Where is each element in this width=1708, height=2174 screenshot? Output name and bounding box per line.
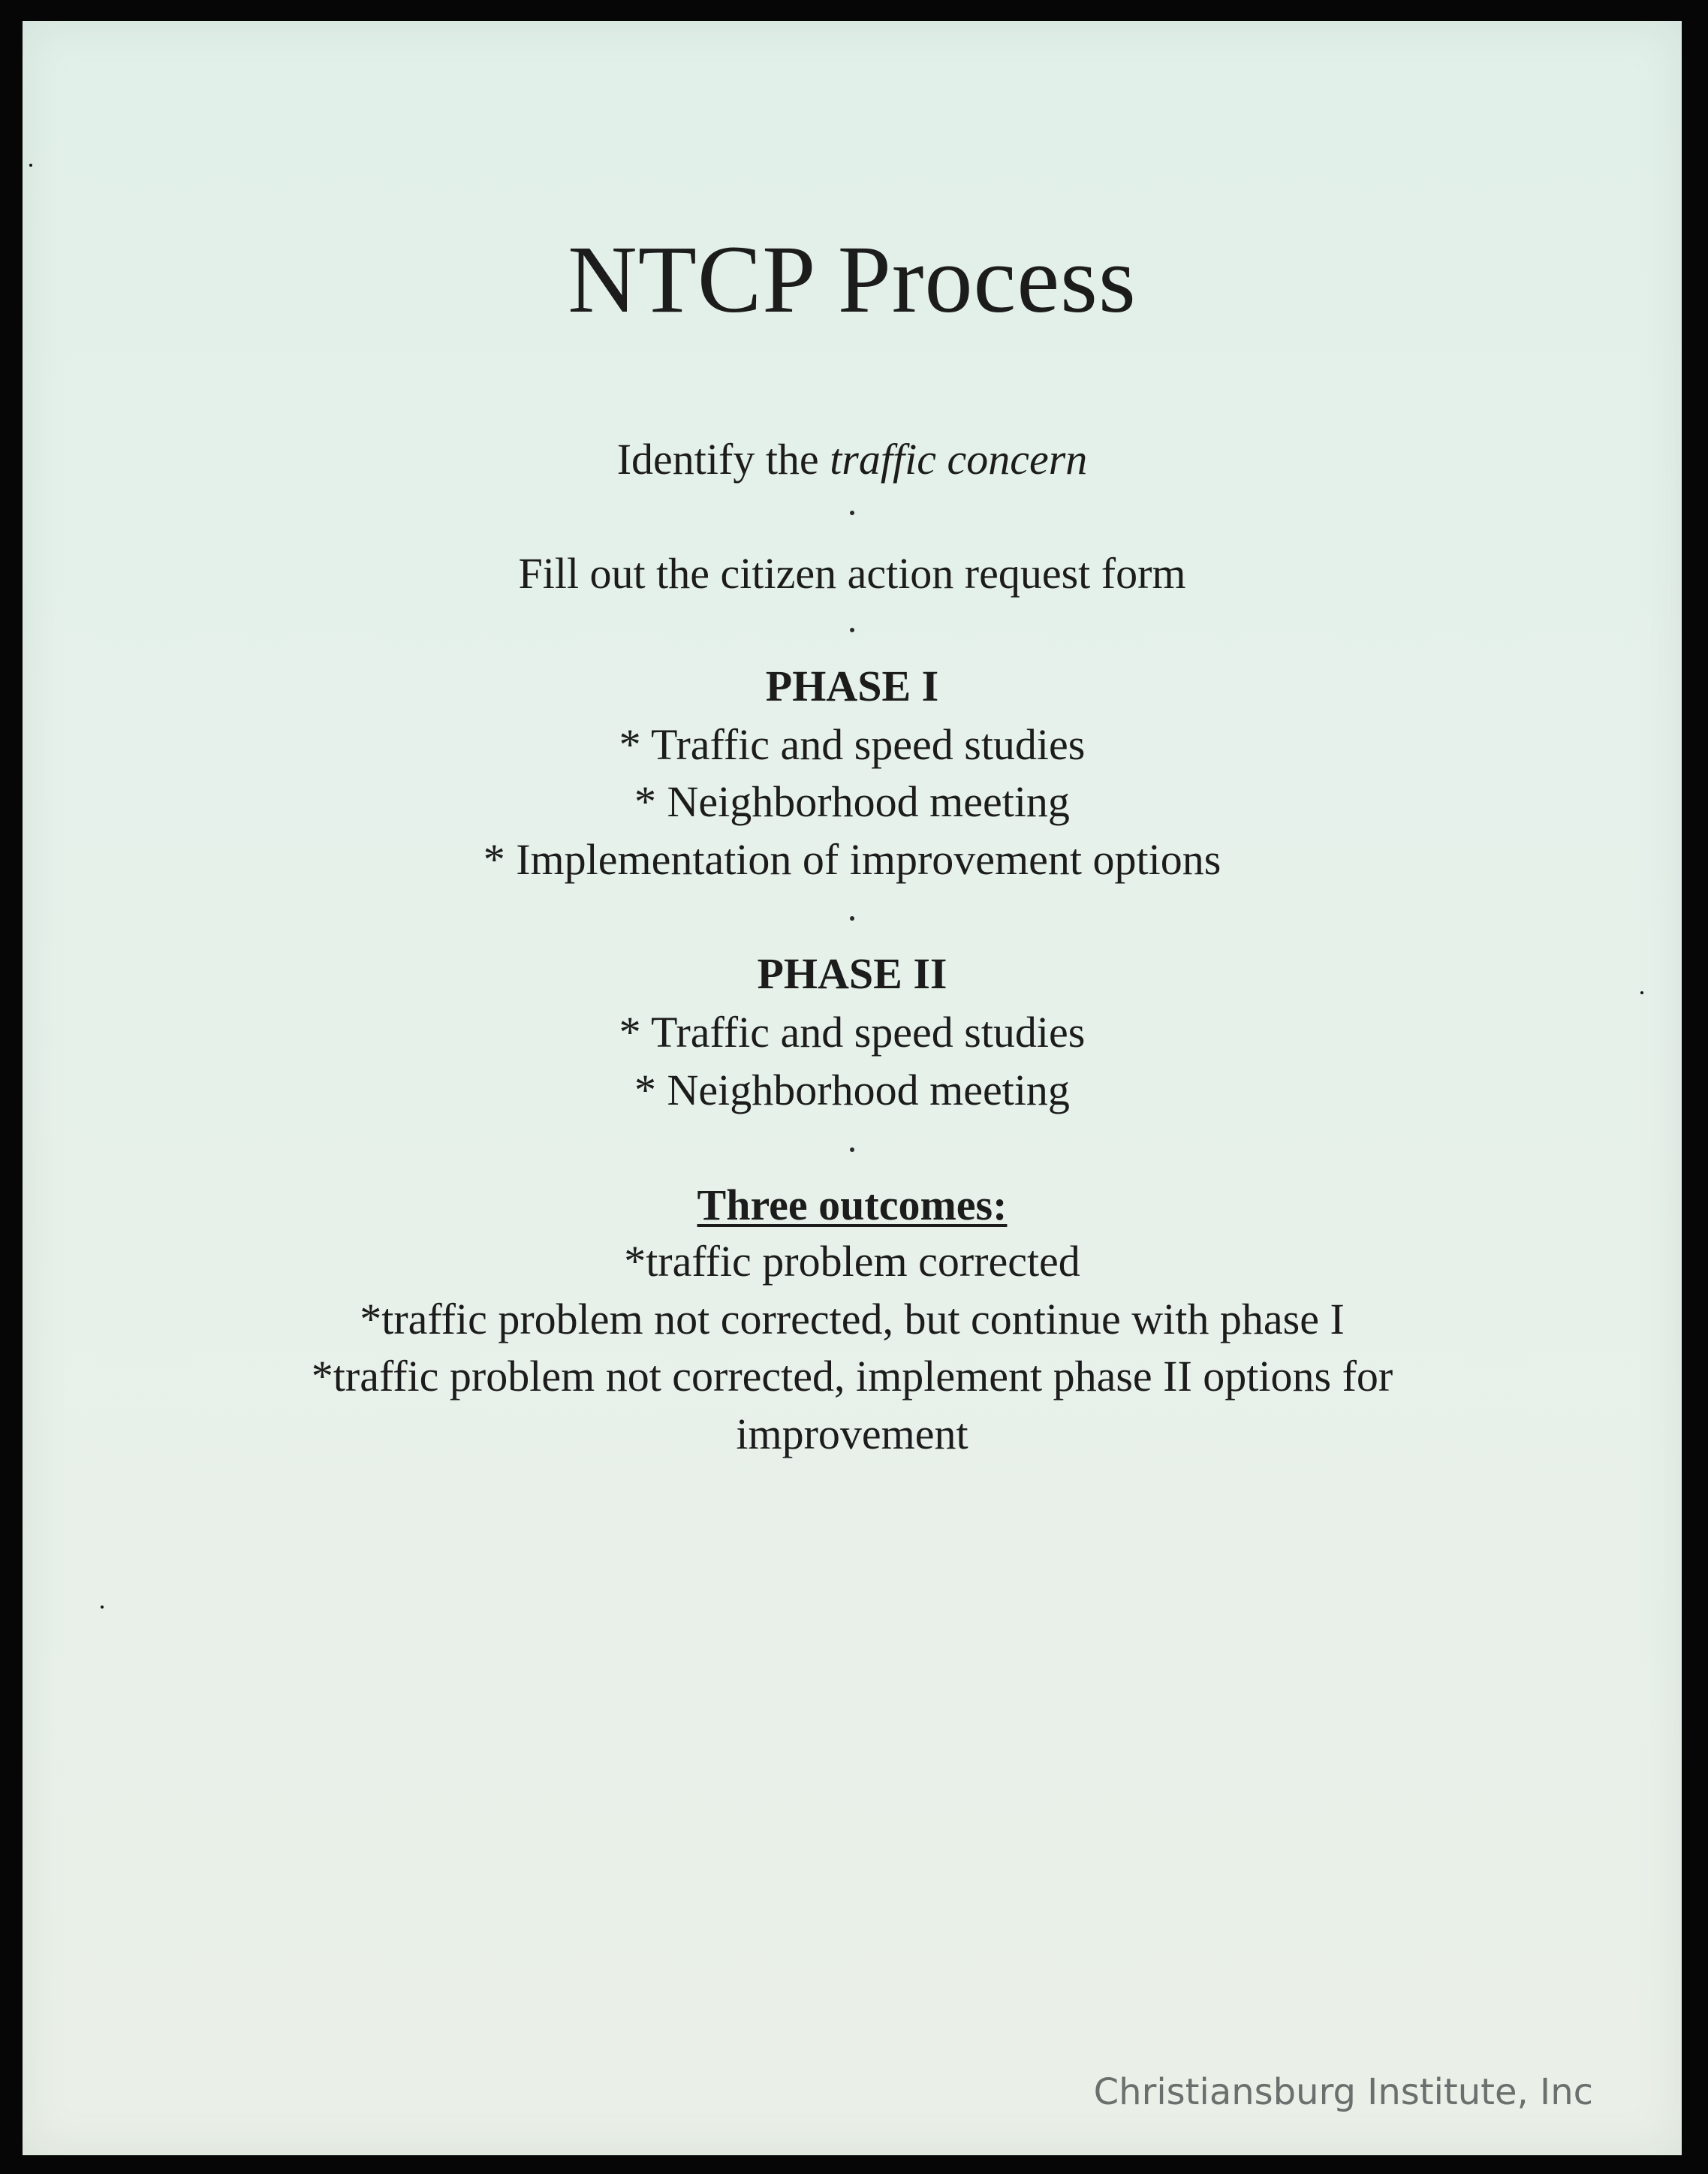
phase1-item: * Implementation of improvement options [483, 835, 1222, 884]
phase2-heading: PHASE II [757, 949, 947, 998]
step-fill-form: Fill out the citizen action request form [518, 549, 1186, 598]
separator-dot [850, 511, 854, 515]
outcome-item: improvement [736, 1410, 968, 1458]
step-identify-emphasis: traffic concern [830, 435, 1088, 484]
separator-dot [850, 628, 854, 632]
separator-dot [850, 916, 854, 921]
outcomes-heading-text: Three outcomes: [697, 1180, 1008, 1229]
separator-dot [850, 1147, 854, 1152]
step-identify-concern [23, 435, 1682, 484]
step-identify-prefix: Identify the [616, 435, 830, 484]
paper-speck [29, 164, 32, 167]
outcomes-heading [23, 1180, 1682, 1229]
phase1-heading: PHASE I [765, 662, 939, 710]
paper-speck [101, 1606, 104, 1609]
phase2-item: * Neighborhood meeting [634, 1066, 1070, 1114]
phase2-item: * Traffic and speed studies [619, 1008, 1086, 1057]
page-title: NTCP Process [568, 226, 1137, 333]
phase1-item: * Traffic and speed studies [619, 720, 1086, 769]
paper-sheet [23, 21, 1682, 2155]
outcome-item: *traffic problem not corrected, implement phase II options for [311, 1352, 1393, 1401]
outcome-item: *traffic problem not corrected, but continue with phase I [360, 1295, 1345, 1343]
phase1-item: * Neighborhood meeting [634, 777, 1070, 826]
outcome-item: *traffic problem corrected [624, 1237, 1080, 1286]
watermark: Christiansburg Institute, Inc [1093, 2071, 1593, 2113]
